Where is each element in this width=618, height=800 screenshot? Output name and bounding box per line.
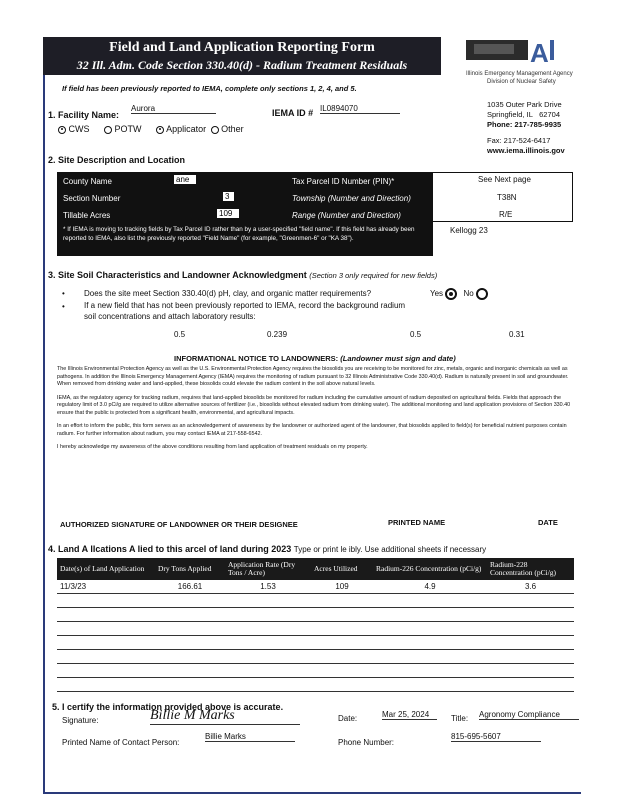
table-cell[interactable] — [487, 678, 574, 692]
result-2[interactable]: 0.239 — [267, 330, 288, 339]
table-cell[interactable] — [373, 594, 487, 608]
svg-text:A: A — [530, 38, 549, 66]
table-cell[interactable] — [487, 622, 574, 636]
address-street: 1035 Outer Park Drive — [487, 100, 562, 109]
township-field[interactable]: T38N — [497, 193, 517, 202]
table-cell[interactable] — [225, 678, 311, 692]
applicator-radio[interactable] — [156, 126, 164, 134]
table-cell[interactable]: 1.53 — [225, 580, 311, 594]
yes-option[interactable]: Yes — [430, 289, 457, 298]
site-description-block — [57, 172, 433, 256]
table-cell[interactable]: 166.61 — [155, 580, 225, 594]
printed-name-field[interactable]: Billie Marks — [205, 732, 295, 742]
table-row — [57, 678, 574, 692]
form-subtitle: 32 Ill. Adm. Code Section 330.40(d) - Radium Treatment Residuals — [76, 58, 408, 72]
section3-heading-note: (Section 3 only required for new fields) — [309, 271, 438, 280]
table-cell[interactable] — [487, 608, 574, 622]
table-cell[interactable] — [373, 650, 487, 664]
col-dry-tons: Dry Tons Applied — [155, 558, 225, 580]
option-cws[interactable]: CWS — [58, 124, 90, 134]
range-label: Range (Number and Direction) — [292, 211, 401, 220]
notice-paragraph-1: The Illinois Environmental Protection Agency as well as the U.S. Environmental Protection Agency requires the biosolids you are receiving to be monitored for zinc, metals, organic and inorganic chemicals as well as pathogens. In addition the Illinois Emergency Management Agency (IEMA) requires the monitoring of radium pursuant to 32 Illinois Administrative Code 330.40(d). Radium is naturally present in soil and groundwater. When removed from drinking water and land-applied, these biosolids could elevate the radium content in the soil above natural levels. — [57, 366, 569, 387]
no-option[interactable]: No — [464, 289, 488, 298]
section4-heading: 4. Land A llcations A lied to this arcel of land during — [48, 544, 269, 554]
table-cell[interactable] — [487, 594, 574, 608]
address-city: Springfield, IL — [487, 110, 533, 119]
table-cell[interactable] — [373, 678, 487, 692]
printed-name-label: PRINTED NAME — [388, 518, 446, 527]
instruction-text: If field has been previously reported to IEMA, complete only sections 1, 2, 4, and 5. — [62, 84, 357, 93]
address-phone: Phone: 217-785-9935 — [487, 120, 562, 129]
signature-label: Signature: — [62, 716, 99, 725]
iema-id-label: IEMA ID # — [272, 108, 314, 118]
facility-name-field[interactable]: Aurora — [131, 104, 216, 114]
section4-year[interactable]: 2023 — [271, 544, 292, 554]
phone-field[interactable]: 815-695-5607 — [451, 732, 541, 742]
table-cell[interactable] — [311, 636, 373, 650]
section1-label: 1. Facility Name: — [48, 110, 120, 120]
table-cell[interactable] — [487, 664, 574, 678]
table-cell[interactable] — [225, 608, 311, 622]
bullet-1: • — [62, 289, 65, 298]
table-cell[interactable] — [57, 608, 155, 622]
section3-heading: 3. Site Soil Characteristics and Landowner Acknowledgment — [48, 270, 307, 280]
table-cell[interactable] — [311, 608, 373, 622]
table-cell[interactable] — [225, 650, 311, 664]
table-cell[interactable] — [225, 594, 311, 608]
landowner-signature-label: AUTHORIZED SIGNATURE OF LANDOWNER OR THEIR DESIGNEE — [60, 520, 298, 529]
notice-body — [57, 366, 572, 496]
col-ra226: Radium-226 Concentration (pCi/g) — [373, 558, 487, 580]
table-cell[interactable] — [225, 664, 311, 678]
bullet-2: • — [62, 302, 65, 311]
table-cell[interactable] — [155, 678, 225, 692]
col-app-rate: Application Rate (Dry Tons / Acre) — [225, 558, 311, 580]
cws-radio[interactable] — [58, 126, 66, 134]
date-field[interactable]: Mar 25, 2024 — [382, 710, 437, 720]
address-zip: 62704 — [539, 110, 560, 119]
table-cell[interactable] — [373, 636, 487, 650]
section5-heading: 5. I certify the information provided above is accurate. — [52, 702, 284, 712]
table-cell[interactable]: 11/3/23 — [57, 580, 155, 594]
table-cell[interactable] — [57, 622, 155, 636]
signature-field[interactable]: Billie M Marks — [150, 708, 300, 725]
pin-label: Tax Parcel ID Number (PIN)* — [292, 177, 395, 186]
section3-heading-row — [48, 270, 437, 280]
table-cell[interactable] — [373, 622, 487, 636]
col-dates: Date(s) of Land Application — [57, 558, 155, 580]
table-cell[interactable] — [57, 636, 155, 650]
table-cell[interactable] — [155, 594, 225, 608]
section4-heading-row — [48, 544, 486, 554]
printed-name-label: Printed Name of Contact Person: — [62, 738, 180, 747]
table-row — [57, 594, 574, 608]
no-radio[interactable] — [476, 288, 488, 300]
tillable-acres-label: Tillable Acres — [63, 211, 111, 220]
address-web: www.iema.illinois.gov — [487, 146, 565, 155]
pin-field[interactable]: See Next page — [478, 175, 531, 184]
radium-question: If a new field that has not been previously reported to IEMA, record the background radium soil concentrations and attach laboratory results: — [84, 301, 406, 321]
notice-title-row — [174, 354, 456, 363]
county-field[interactable]: ane — [174, 175, 196, 184]
section4-note: Type or print le ibly. Use additional sheets if necessary — [293, 545, 487, 554]
address-block — [487, 100, 565, 156]
iema-logo — [466, 36, 578, 66]
soil-question: Does the site meet Section 330.40(d) pH, clay, and organic matter requirements? — [84, 289, 372, 298]
table-cell[interactable] — [311, 650, 373, 664]
iema-id-field[interactable]: IL0894070 — [320, 104, 400, 114]
table-cell[interactable]: 109 — [311, 580, 373, 594]
table-cell[interactable] — [487, 636, 574, 650]
option-applicator[interactable]: Applicator — [156, 124, 206, 134]
table-cell[interactable] — [311, 664, 373, 678]
table-row — [57, 622, 574, 636]
section2-heading: 2. Site Description and Location — [48, 155, 186, 165]
table-header-row — [57, 558, 574, 580]
range-field[interactable]: R/E — [499, 210, 513, 219]
address-fax: Fax: 217-524-6417 — [487, 136, 551, 145]
notice-title-note: (Landowner must sign and date) — [340, 354, 456, 363]
table-cell[interactable] — [155, 622, 225, 636]
form-title-banner — [43, 37, 441, 75]
other-radio[interactable] — [211, 126, 219, 134]
section-number-field[interactable]: 3 — [223, 192, 234, 201]
potw-radio[interactable] — [104, 126, 112, 134]
table-cell[interactable] — [225, 622, 311, 636]
table-cell[interactable] — [155, 664, 225, 678]
table-cell[interactable] — [311, 594, 373, 608]
notice-paragraph-4: I hereby acknowledge my awareness of the above conditions resulting from land application of treatment residuals on my property. — [57, 444, 368, 450]
field-name-field[interactable]: Kellogg 23 — [450, 226, 488, 235]
table-cell[interactable] — [311, 622, 373, 636]
table-cell[interactable] — [311, 678, 373, 692]
option-potw[interactable]: POTW — [104, 124, 142, 134]
division-name: Division of Nuclear Safety — [487, 79, 556, 85]
date-label: Date: — [338, 714, 358, 723]
table-row — [57, 608, 574, 622]
notice-paragraph-2: IEMA, as the regulatory agency for tracking radium, requires that land-applied biosolids be monitored for radium including the cumulative amount of radium deposited on agricultural fields. Fields that approach the regulatory limit of 3.0 pCi/g are required to utilize alternative sources of fertilizer (i.e., biosolids without elevated radium from drinking water). The additional monitoring and land application provisions of Section 330.40 ensure that the public is protected from a significant health, environmental, and agricultural impacts. — [57, 394, 571, 416]
tillable-acres-field[interactable]: 109 — [217, 209, 239, 218]
table-row — [57, 664, 574, 678]
col-ra228: Radium-228 Concentration (pCi/g) — [487, 558, 574, 580]
table-cell[interactable] — [57, 664, 155, 678]
soil-answer-options — [430, 288, 488, 300]
application-table — [57, 558, 574, 692]
table-cell[interactable] — [487, 650, 574, 664]
table-cell[interactable] — [373, 608, 487, 622]
notice-date-label: DATE — [538, 518, 558, 527]
table-cell[interactable] — [225, 636, 311, 650]
county-label: County Name — [63, 177, 112, 186]
table-cell[interactable] — [57, 650, 155, 664]
result-3[interactable]: 0.5 — [410, 330, 422, 339]
title-label: Title: — [451, 714, 469, 723]
form-title: Field and Land Application Reporting Form — [109, 40, 375, 55]
agency-name: Illinois Emergency Management Agency — [466, 71, 573, 77]
township-label: Township (Number and Direction) — [292, 194, 411, 203]
col-acres: Acres Utilized — [311, 558, 373, 580]
table-row — [57, 580, 574, 594]
phone-label: Phone Number: — [338, 738, 395, 747]
yes-radio[interactable] — [445, 288, 457, 300]
table-cell[interactable]: 4.9 — [373, 580, 487, 594]
site-note: * If IEMA is moving to tracking fields by Tax Parcel ID rather than by a user-specified "field name". If this field has already been reported to IEMA, also list the previously reported "Field Name" (for example, "Greenmen-6" or "KA 38"). — [63, 226, 415, 242]
title-field[interactable]: Agronomy Compliance — [479, 710, 579, 720]
table-row — [57, 650, 574, 664]
table-cell[interactable] — [57, 678, 155, 692]
section-number-label: Section Number — [63, 194, 121, 203]
table-cell[interactable]: 3.6 — [487, 580, 574, 594]
notice-paragraph-3: In an effort to inform the public, this form serves as an acknowledgement of awareness by the landowner or authorized agent of the landowner, that biosolids applied to field(s) for beneficial nutrient purposes contain radium. For further information about radium, you may contact IEMA at 217-558-6542. — [57, 423, 567, 437]
table-cell[interactable] — [155, 636, 225, 650]
table-row — [57, 636, 574, 650]
table-cell[interactable] — [57, 594, 155, 608]
facility-type-options — [58, 124, 244, 134]
table-cell[interactable] — [373, 664, 487, 678]
result-4[interactable]: 0.31 — [509, 330, 525, 339]
table-cell[interactable] — [155, 650, 225, 664]
result-1[interactable]: 0.5 — [174, 330, 186, 339]
option-other[interactable]: Other — [211, 124, 244, 134]
notice-title: INFORMATIONAL NOTICE TO LANDOWNERS: — [174, 354, 339, 363]
table-cell[interactable] — [155, 608, 225, 622]
